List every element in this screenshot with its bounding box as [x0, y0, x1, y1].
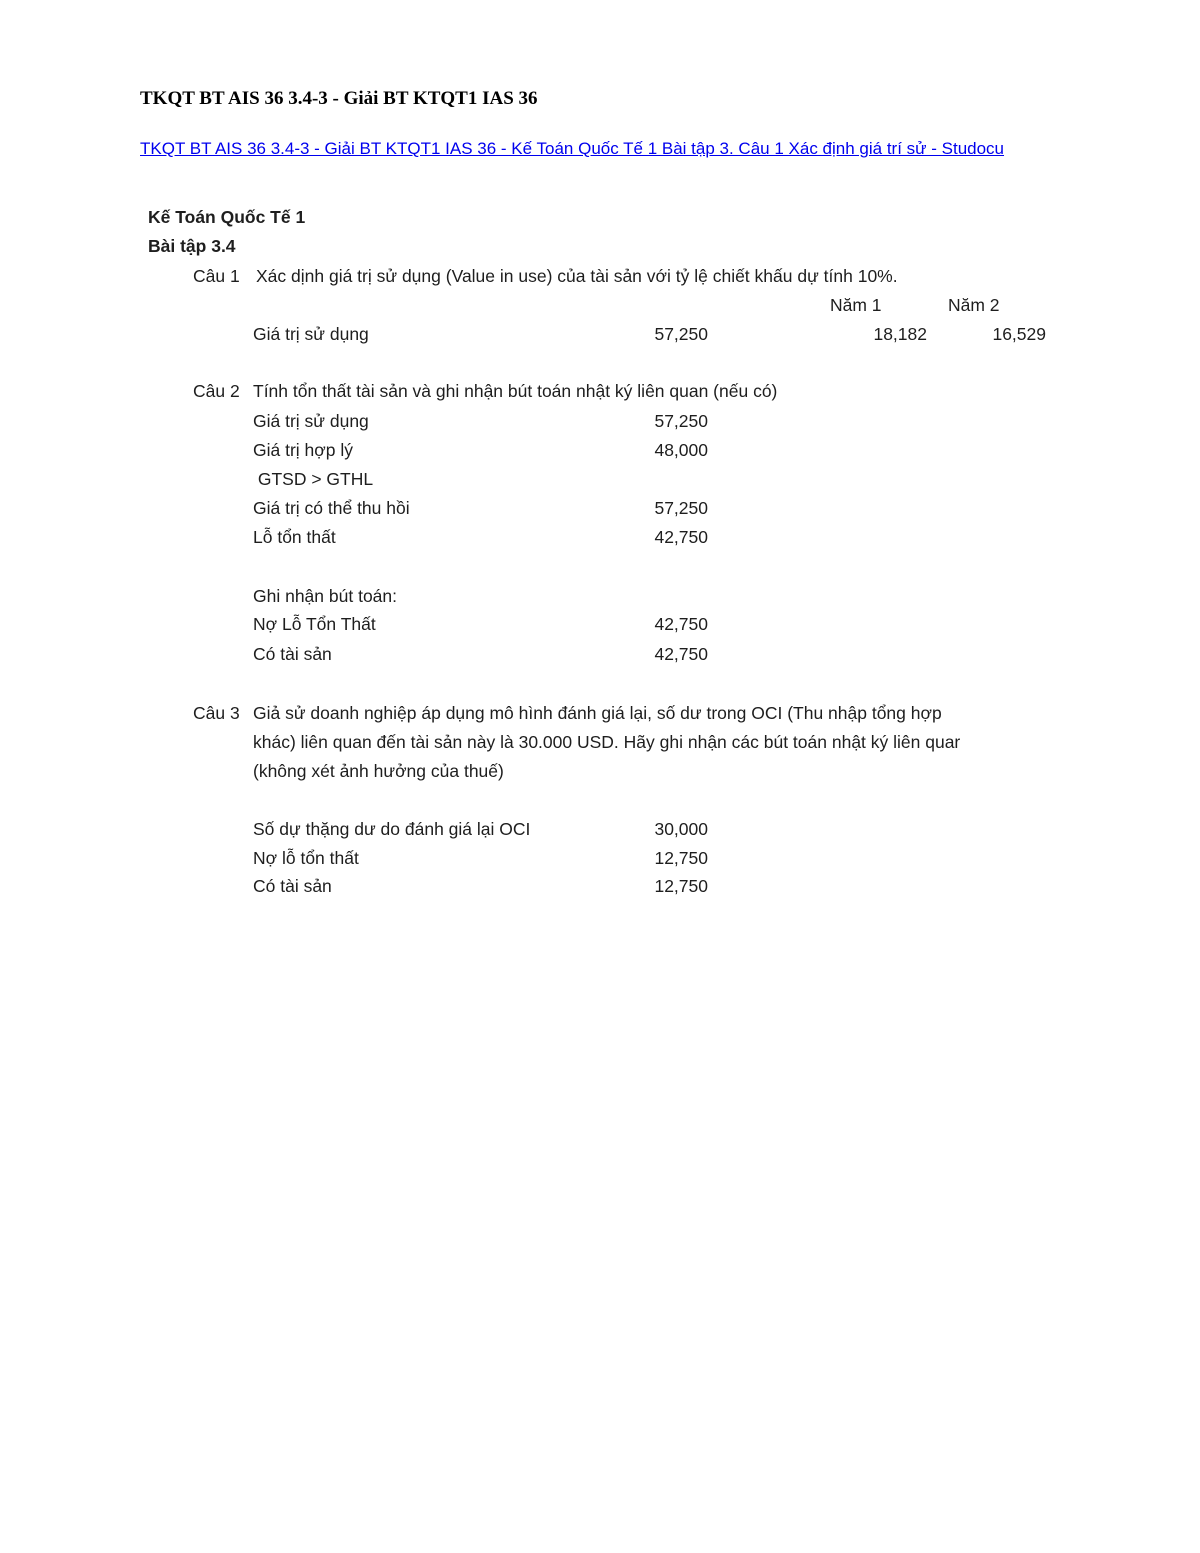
q3-row-value: 30,000 — [654, 819, 708, 839]
course-heading: Kế Toán Quốc Tế 1 — [148, 207, 306, 227]
q2-row-value: 57,250 — [654, 411, 708, 431]
document-title: TKQT BT AIS 36 3.4-3 - Giải BT KTQT1 IAS 36 — [140, 88, 538, 109]
q3-row-label: Số dự thặng dư do đánh giá lại OCI — [253, 819, 531, 839]
q1-row-year1: 18,182 — [873, 324, 927, 344]
q1-text: Xác dịnh giá trị sử dụng (Value in use) của tài sản với tỷ lệ chiết khấu dự tính 10%. — [256, 266, 898, 286]
q2-row-label: Giá trị hợp lý — [253, 440, 353, 460]
q3-label: Câu 3 — [193, 703, 240, 723]
q2-entry-value: 42,750 — [654, 644, 708, 664]
q2-row-value: 48,000 — [654, 440, 708, 460]
q1-row-year2: 16,529 — [992, 324, 1046, 344]
q3-row-value: 12,750 — [654, 876, 708, 896]
q3-row-label: Nợ lỗ tổn thất — [253, 848, 359, 868]
q3-text-line: (không xét ảnh hưởng của thuế) — [253, 761, 504, 781]
q1-col-year2: Năm 2 — [948, 295, 1000, 315]
q1-label: Câu 1 — [193, 266, 240, 286]
q2-entry-value: 42,750 — [654, 614, 708, 634]
q2-label: Câu 2 — [193, 381, 240, 401]
q2-row-value: 57,250 — [654, 498, 708, 518]
q3-text-line: Giả sử doanh nghiệp áp dụng mô hình đánh giá lại, số dư trong OCI (Thu nhập tổng hợp — [253, 703, 942, 723]
source-link-text[interactable]: TKQT BT AIS 36 3.4-3 - Giải BT KTQT1 IAS 36 - Kế Toán Quốc Tế 1 Bài tập 3. Câu 1 Xác định giá trí sử - Studocu — [140, 139, 1005, 158]
q1-row-value: 57,250 — [654, 324, 708, 344]
q2-entry-label: Có tài sản — [253, 644, 332, 664]
q3-row-label: Có tài sản — [253, 876, 332, 896]
q2-entry-label: Nợ Lỗ Tổn Thất — [253, 614, 376, 634]
q2-entry-heading: Ghi nhận bút toán: — [253, 586, 397, 606]
q2-row-label: Giá trị sử dụng — [253, 411, 369, 431]
q1-col-year1: Năm 1 — [830, 295, 882, 315]
q2-row-value: 42,750 — [654, 527, 708, 547]
exercise-heading: Bài tập 3.4 — [148, 236, 236, 256]
q2-row-label: Lỗ tổn thất — [253, 527, 336, 547]
source-link[interactable] — [140, 134, 1040, 163]
q2-row-label: GTSD > GTHL — [253, 469, 374, 489]
q3-row-value: 12,750 — [654, 848, 708, 868]
q2-row-label: Giá trị có thể thu hồi — [253, 498, 410, 518]
q2-text: Tính tổn thất tài sản và ghi nhận bút toán nhật ký liên quan (nếu có) — [253, 381, 778, 401]
q3-text-line: khác) liên quan đến tài sản này là 30.000 USD. Hãy ghi nhận các bút toán nhật ký liên quar — [253, 732, 961, 752]
q1-row-label: Giá trị sử dụng — [253, 324, 369, 344]
